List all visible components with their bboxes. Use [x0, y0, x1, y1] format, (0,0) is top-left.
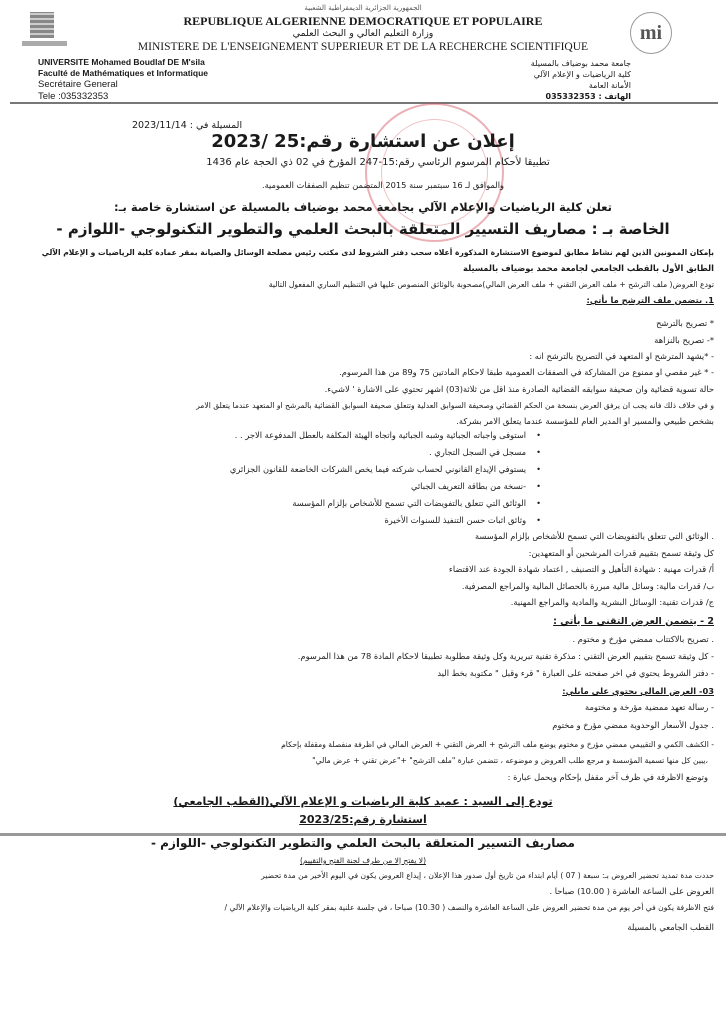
section3-line: ،يبين كل منها تسمية المؤسسة و مرجع طلب العروض و موضوعه ، تتضمن عبارة "ملف الترشح" +"عرض تقني + عرض مالي" [312, 756, 708, 765]
section2-line: - دفتر الشروط يحتوي في اخر صفحته على العبارة " قرء وقبل " مكتوبة بخط اليد [437, 668, 714, 678]
section3-line: - رسالة تعهد ممضية مؤرخة و مختومة [585, 702, 714, 712]
decree-line-1: تطبيقا لأحكام المرسوم الرئاسي رقم:15-247 المؤرخ في 02 ذي الحجة عام 1436 [206, 157, 550, 168]
intro-line: الطابق الأول بالقطب الجامعي لجامعة محمد بوضياف بالمسيلة [463, 263, 714, 273]
bullet-item: • استوفى واجباته الجبائية وشبه الجبائية واتجاه الهيئة المكلفة بالعطل المدفوعة الاجر . . [6, 430, 541, 440]
phone-ar: الهاتف : 035332353 [545, 92, 631, 101]
envelope-note: (لا يفتح إلا من طرف لجنة الفتح والتقييم) [299, 856, 427, 865]
announcement-title: إعلان عن استشارة رقم:25 /2023 [211, 131, 515, 152]
header-ministry-ar: وزارة التعليم العالي و البحث العلمي [292, 28, 434, 39]
section1-line: - *يشهد المترشح او المتعهد في التصريح بالترشح انه : [529, 351, 714, 361]
section1-after-line: ب/ قدرات مالية: وسائل مالية مبررة بالحصائل المالية والمراجع المصرفية. [461, 581, 714, 591]
section3-line: - الكشف الكمي و التقييمي ممضي مؤرخ و مختوم يوضع ملف الترشح + العرض التقني + العرض المالي في اظرفة منفصلة ومقفلة بإحكام [281, 740, 714, 749]
faculty-name-ar: كلية الرياضيات و الإعلام الآلي [533, 70, 631, 79]
addressee-line: تودع إلى السيد : عميد كلية الرياضيات و الإعلام الآلي(القطب الجامعي) [173, 795, 553, 808]
bullet-item: • مسجل في السجل التجاري . [6, 447, 541, 457]
envelope-ref: استشارة رقم:2023/25 [299, 813, 427, 826]
section1-line: *- تصريح بالنزاهة [654, 335, 714, 345]
intro-line: بإمكان الممونين الذين لهم نشاط مطابق لموضوع الاستشارة المذكورة أعلاه سحب دفتر الشروط لدى مكتب رئيس مصلحة الوسائل والصيانة بمقر عمادة كلية الرياضيات و الإعلام الآلي [41, 248, 714, 257]
envelope-subject: مصاريف التسيير المتعلقة بالبحث العلمي والتطوير التكنولوجي -اللوازم - [151, 836, 575, 850]
faculty-name-fr: Faculté de Mathématiques et Informatique [38, 68, 209, 78]
bullet-item: • يستوفي الإيداع القانوني لحساب شركته فيما يخص الشركات الخاضعة للقانون الجزائري [6, 464, 541, 474]
section2-line: - كل وثيقة تسمح بتقييم العرض التقني : مذكرة تقنية تبريرية وكل وثيقة مطلوبة تطبيقا لاحكام المادة 78 من هذا المرسوم. [297, 651, 714, 661]
section1-heading: 1. يتضمن ملف الترشح ما يأتي: [586, 295, 714, 305]
header-republic: REPUBLIQUE ALGERIENNE DEMOCRATIQUE ET POPULAIRE [183, 14, 543, 28]
university-name-fr: UNIVERSITE Mohamed Boudlaf DE M'sila [38, 57, 205, 67]
secretariat-ar: الأمانة العامة [588, 81, 631, 90]
subject-line: الخاصة بـ : مصاريف التسيير المتعلقة بالبحث العلمي والتطوير التكنولوجي -اللوازم - [56, 220, 670, 238]
header-left-block [38, 57, 208, 103]
date-line: المسيلة في : 2023/11/14 [132, 120, 243, 131]
header-right-block [531, 58, 631, 102]
bullet-item: • الوثائق التي تتعلق بالتفويضات التي تسمح للأشخاص بإلزام المؤسسة [6, 498, 541, 508]
announce-line: تعلن كلية الرياضيات والإعلام الآلي بجامعة محمد بوضياف بالمسيلة عن استشارة خاصة بـ: [114, 200, 612, 214]
phone-fr: Tele :035332353 [38, 91, 109, 102]
section1-after-line: ج/ قدرات تقنية: الوسائل البشرية والمادية والمراجع المهنية. [510, 597, 714, 607]
closing-line: العروض على الساعة العاشرة ( 10.00) صباحا . [549, 886, 714, 896]
section3-heading: 03- العرض المالي يحتوي على مايلي: [562, 686, 714, 696]
secretariat-fr: Secrétaire General [38, 79, 118, 90]
section1-after-line: . الوثائق التي تتعلق بالتفويضات التي تسمح للأشخاص بإلزام المؤسسة [474, 531, 714, 541]
section1-line: حالة تسوية قضائية وان صحيفة سوابقه القضائية الصادرة منذ اقل من ثلاثة(03) اشهر تحتوي على الاشارة ' لاشيء. [324, 384, 714, 394]
decree-line-2: والموافق لـ 16 سبتمبر سنة 2015 المتضمن تنظيم الصفقات العمومية. [261, 180, 505, 190]
university-name-ar: جامعة محمد بوضياف بالمسيلة [530, 59, 631, 68]
header-arabic-republic: الجمهورية الجزائرية الديمقراطية الشعبية [304, 4, 422, 12]
closing-line: حددت مدة تمديد تحضير العروض بـ: سبعة ( 07 ) أيام ابتداء من تاريخ أول صدور هذا الإعلان ، إيداع العروض يكون في اليوم الأخير من مدة تحضير [261, 871, 714, 880]
section3-line: . جدول الأسعار الوحدوية ممضي مؤرخ و مختوم [552, 720, 714, 730]
section1-line: بشخص طبيعي والمسير او المدير العام للمؤسسة عندما يتعلق الامر بشركة. [456, 416, 714, 426]
closing-line: القطب الجامعي بالمسيلة [627, 922, 714, 932]
section2-heading: 2 - يتضمن العرض التقني ما يأتي : [553, 616, 714, 627]
section1-line: * تصريح بالترشح [656, 318, 714, 328]
header-divider [10, 102, 718, 104]
bullet-item: • وثائق اثبات حسن التنفيذ للسنوات الأخيرة [6, 515, 541, 525]
closing-line: فتح الاظرفة يكون في أخر يوم من مدة تحضير العروض على الساعة العاشرة والنصف ( 10.30) صباحا ، في جلسة علنية بمقر كلية الرياضيات والإعلام الآلي / [224, 903, 714, 912]
faculty-logo-right: mi [630, 12, 672, 54]
intro-line: تودع العروض( ملف الترشح + ملف العرض التقني + ملف العرض المالي)مصحوبة بالوثائق المنصوص عليها في التنظيم الساري المفعول التالية [268, 280, 714, 289]
section1-line: - * غير مقصي او ممنوع من المشاركة في الصفقات العمومية طبقا لاحكام المادتين 75 و89 من هذا المرسوم. [339, 367, 714, 377]
bullet-item: • -نسخة من بطاقة التعريف الجبائي [6, 481, 541, 491]
section1-after-line: أ/ قدرات مهنية : شهادة التأهيل و التصنيف , اعتماد شهادة الجودة عند الاقتضاء [448, 564, 714, 574]
section2-line: . تصريح بالاكتتاب ممضي مؤرخ و مختوم . [572, 634, 714, 644]
header-ministry-fr: MINISTERE DE L'ENSEIGNEMENT SUPERIEUR ET DE LA RECHERCHE SCIENTIFIQUE [137, 41, 589, 53]
section1-after-line: كل وثيقة تسمح بتقييم قدرات المرشحين أو المتعهدين: [528, 548, 714, 558]
section3-line: وتوضع الاظرفة في ظرف آخر مقفل بإحكام ويحمل عبارة : [507, 772, 708, 782]
section1-line: و في خلاف ذلك فانه يجب ان يرفق العرض بنسخة من الحكم القضائي وصحيفة السوابق العدلية وتتعلق صحيفة السوابق القضائية بالمرشح او المتعهد عندما يتعلق الامر [196, 401, 714, 410]
